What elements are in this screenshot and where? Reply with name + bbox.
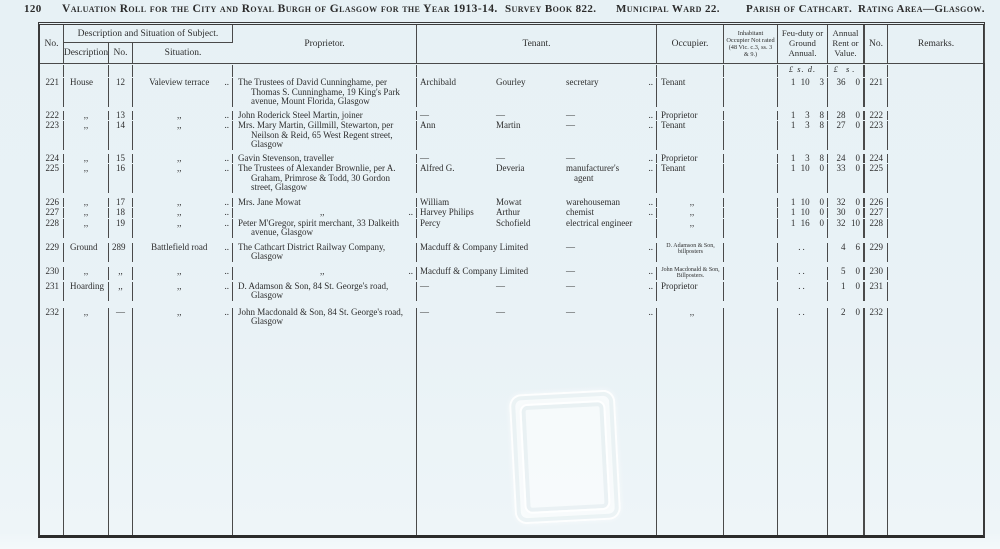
- cell-description: Ground: [64, 243, 109, 262]
- cell-situation: ,, ..: [133, 282, 233, 301]
- cell-situation: Valeview terrace ..: [133, 78, 233, 107]
- cell-remarks: [888, 121, 985, 150]
- cell-remarks: [888, 111, 985, 121]
- table-header: [40, 25, 983, 64]
- cell-inhabitant: [724, 208, 778, 218]
- cell-description: ,,: [64, 111, 109, 121]
- cell-no-right: 226: [865, 198, 888, 208]
- cell-feu-duty: ..: [778, 308, 828, 327]
- survey-book: Survey Book 822.: [505, 3, 597, 15]
- header-no-right: No.: [865, 25, 888, 63]
- cell-no-right: 231: [865, 282, 888, 301]
- cell-tenant: Ann Martin — ..: [417, 121, 657, 150]
- cell-no: 227: [40, 208, 64, 218]
- header-tenant: Tenant.: [417, 25, 657, 63]
- cell-inhabitant: [724, 111, 778, 121]
- cell-description: ,,: [64, 208, 109, 218]
- cell-no-right: 224: [865, 154, 888, 164]
- cell-annual-rent: 30 0: [828, 208, 865, 218]
- cell-occupier: John Macdonald & Son, Billposters.: [657, 267, 724, 280]
- feu-units: £ s. d.: [778, 65, 828, 77]
- cell-remarks: [888, 154, 985, 164]
- cell-occupier: D. Adamson & Son, billposters: [657, 243, 724, 262]
- table-row: [40, 267, 983, 280]
- cell-inhabitant: [724, 219, 778, 238]
- cell-description: House: [64, 78, 109, 107]
- cell-proprietor: The Trustees of Alexander Brownlie, per A. Graham, Primrose & Todd, 30 Gordon street, Glasgow: [233, 164, 417, 193]
- cell-proprietor: John Roderick Steel Martin, joiner: [233, 111, 417, 121]
- table-row: [40, 78, 983, 107]
- cell-description: ,,: [64, 121, 109, 150]
- header-remarks: Remarks.: [888, 25, 985, 63]
- cell-inhabitant: [724, 282, 778, 301]
- cell-no-right: 230: [865, 267, 888, 280]
- cell-tenant: Macduff & Company Limited — ..: [417, 267, 657, 280]
- cell-inhabitant: [724, 308, 778, 327]
- cell-situation: ,, ..: [133, 219, 233, 238]
- cell-no: 232: [40, 308, 64, 327]
- cell-occupier: Tenant: [657, 164, 724, 193]
- header-proprietor: Proprietor.: [233, 25, 417, 63]
- cell-occupier: ,,: [657, 219, 724, 238]
- cell-remarks: [888, 164, 985, 193]
- cell-no: 223: [40, 121, 64, 150]
- cell-no: 226: [40, 198, 64, 208]
- cell-inhabitant: [724, 243, 778, 262]
- header-situation: Situation.: [164, 48, 202, 58]
- cell-feu-duty: 1 3 8: [778, 121, 828, 150]
- cell-description: ,,: [64, 198, 109, 208]
- cell-annual-rent: 27 0: [828, 121, 865, 150]
- cell-remarks: [888, 78, 985, 107]
- cell-inhabitant: [724, 198, 778, 208]
- cell-annual-rent: 1 0: [828, 282, 865, 301]
- cell-tenant: William Mowat warehouseman ..: [417, 198, 657, 208]
- cell-occupier: Proprietor: [657, 282, 724, 301]
- cell-remarks: [888, 282, 985, 301]
- table-row: [40, 243, 983, 262]
- cell-no: 221: [40, 78, 64, 107]
- cell-inhabitant: [724, 121, 778, 150]
- cell-proprietor: ,, ..: [233, 267, 417, 280]
- table-row: [40, 121, 983, 150]
- cell-occupier: Tenant: [657, 121, 724, 150]
- cell-description: Hoarding: [64, 282, 109, 301]
- cell-description: ,,: [64, 219, 109, 238]
- cell-tenant: Macduff & Company Limited — ..: [417, 243, 657, 262]
- cell-no: 228: [40, 219, 64, 238]
- cell-annual-rent: 32 0: [828, 198, 865, 208]
- cell-number: 13: [109, 111, 133, 121]
- cell-no: 222: [40, 111, 64, 121]
- page-caption: [0, 3, 1000, 19]
- cell-situation: ,, ..: [133, 267, 233, 280]
- cell-no: 231: [40, 282, 64, 301]
- cell-situation: ,, ..: [133, 154, 233, 164]
- header-description-group: Description and Situation of Subject.: [64, 25, 233, 43]
- table-row: [40, 111, 983, 121]
- cell-feu-duty: 1 3 8: [778, 154, 828, 164]
- table-row: [40, 198, 983, 208]
- cell-feu-duty: ..: [778, 243, 828, 262]
- header-annual-rent: Annual Rent or Value.: [828, 25, 865, 63]
- cell-annual-rent: 36 0: [828, 78, 865, 107]
- cell-annual-rent: 5 0: [828, 267, 865, 280]
- cell-proprietor: Mrs. Mary Martin, Gillmill, Stewarton, per Neilson & Reid, 65 West Regent street, Glasgow: [233, 121, 417, 150]
- header-number: No.: [109, 43, 133, 63]
- cell-situation: Battlefield road ..: [133, 243, 233, 262]
- cell-feu-duty: 1 10 0: [778, 198, 828, 208]
- cell-feu-duty: ..: [778, 282, 828, 301]
- cell-number: 18: [109, 208, 133, 218]
- cell-situation: ,, ..: [133, 198, 233, 208]
- cell-proprietor: ,, ..: [233, 208, 417, 218]
- cell-occupier: Proprietor: [657, 111, 724, 121]
- cell-tenant: Archibald Gourley secretary ..: [417, 78, 657, 107]
- cell-proprietor: The Cathcart District Railway Company, Glasgow: [233, 243, 417, 262]
- cell-number: 14: [109, 121, 133, 150]
- table-row: [40, 154, 983, 164]
- cell-remarks: [888, 198, 985, 208]
- header-inhabitant: Inhabitant Occupier Not rated (48 Vic. c.3, ss. 3 & 9.): [724, 25, 778, 63]
- cell-feu-duty: 1 3 8: [778, 111, 828, 121]
- cell-situation: ,, ..: [133, 111, 233, 121]
- table-row: [40, 282, 983, 301]
- header-occupier: Occupier.: [657, 25, 724, 63]
- cell-description: ,,: [64, 154, 109, 164]
- cell-feu-duty: 1 16 0: [778, 219, 828, 238]
- cell-feu-duty: 1 10 0: [778, 208, 828, 218]
- cell-occupier: ,,: [657, 308, 724, 327]
- page-title: Valuation Roll for the City and Royal Burgh of Glasgow for the Year 1913-14.: [62, 3, 498, 15]
- cell-inhabitant: [724, 78, 778, 107]
- table-row: [40, 208, 983, 218]
- cell-proprietor: D. Adamson & Son, 84 St. George's road, Glasgow: [233, 282, 417, 301]
- cell-number: 17: [109, 198, 133, 208]
- cell-remarks: [888, 267, 985, 280]
- cell-remarks: [888, 219, 985, 238]
- cell-number: 289: [109, 243, 133, 262]
- cell-no-right: 223: [865, 121, 888, 150]
- cell-no-right: 221: [865, 78, 888, 107]
- cell-no: 230: [40, 267, 64, 280]
- cell-annual-rent: 33 0: [828, 164, 865, 193]
- cell-no-right: 225: [865, 164, 888, 193]
- cell-tenant: Alfred G. Deveria manufacturer's agent ..: [417, 164, 657, 193]
- cell-annual-rent: 4 6: [828, 243, 865, 262]
- cell-situation: ,, ..: [133, 164, 233, 193]
- cell-number: —: [109, 308, 133, 327]
- cell-tenant: — — — ..: [417, 154, 657, 164]
- cell-no: 224: [40, 154, 64, 164]
- cell-no-right: 228: [865, 219, 888, 238]
- cell-remarks: [888, 243, 985, 262]
- table-row: [40, 164, 983, 193]
- cell-occupier: ,,: [657, 208, 724, 218]
- cell-remarks: [888, 208, 985, 218]
- cell-proprietor: Gavin Stevenson, traveller: [233, 154, 417, 164]
- cell-occupier: Proprietor: [657, 154, 724, 164]
- cell-number: ,,: [109, 267, 133, 280]
- cell-situation: ,, ..: [133, 308, 233, 327]
- cell-tenant: Harvey Philips Arthur chemist ..: [417, 208, 657, 218]
- cell-tenant: — — — ..: [417, 111, 657, 121]
- cell-situation: ,, ..: [133, 208, 233, 218]
- cell-tenant: — — — ..: [417, 282, 657, 301]
- cell-occupier: ,,: [657, 198, 724, 208]
- rent-units: £ s.: [828, 65, 865, 77]
- cell-annual-rent: 24 0: [828, 154, 865, 164]
- cell-annual-rent: 32 10: [828, 219, 865, 238]
- cell-feu-duty: 1 10 0: [778, 164, 828, 193]
- page-number: 120: [24, 3, 42, 15]
- cell-no-right: 232: [865, 308, 888, 327]
- cell-proprietor: The Trustees of David Cunninghame, per Thomas S. Cunninghame, 19 King's Park avenue, Mount Florida, Glasgow: [233, 78, 417, 107]
- cell-no: 229: [40, 243, 64, 262]
- municipal-ward: Municipal Ward 22.: [616, 3, 720, 15]
- cell-situation: ,, ..: [133, 121, 233, 150]
- cell-no-right: 222: [865, 111, 888, 121]
- cell-annual-rent: 28 0: [828, 111, 865, 121]
- cell-no: 225: [40, 164, 64, 193]
- cell-number: 15: [109, 154, 133, 164]
- cell-annual-rent: 2 0: [828, 308, 865, 327]
- cell-occupier: Tenant: [657, 78, 724, 107]
- table-row: [40, 308, 983, 327]
- cell-feu-duty: ..: [778, 267, 828, 280]
- cell-proprietor: Peter M'Gregor, spirit merchant, 33 Dalkeith avenue, Glasgow: [233, 219, 417, 238]
- cell-description: ,,: [64, 164, 109, 193]
- cell-description: ,,: [64, 308, 109, 327]
- cell-number: ,,: [109, 282, 133, 301]
- cell-inhabitant: [724, 267, 778, 280]
- parish: Parish of Cathcart.: [746, 3, 853, 15]
- cell-no-right: 229: [865, 243, 888, 262]
- header-description: Description: [64, 43, 109, 63]
- header-feu-duty: Feu-duty or Ground Annual.: [778, 25, 828, 63]
- header-no: No.: [40, 25, 64, 63]
- cell-number: 16: [109, 164, 133, 193]
- cell-remarks: [888, 308, 985, 327]
- cell-no-right: 227: [865, 208, 888, 218]
- units-row: [40, 65, 983, 77]
- cell-inhabitant: [724, 154, 778, 164]
- cell-description: ,,: [64, 267, 109, 280]
- cell-tenant: — — — ..: [417, 308, 657, 327]
- cell-feu-duty: 1 10 3: [778, 78, 828, 107]
- rating-area: Rating Area—Glasgow.: [858, 3, 985, 15]
- table-row: [40, 219, 983, 238]
- cell-inhabitant: [724, 164, 778, 193]
- cell-tenant: Percy Schofield electrical engineer: [417, 219, 657, 238]
- cell-number: 12: [109, 78, 133, 107]
- cell-proprietor: John Macdonald & Son, 84 St. George's road, Glasgow: [233, 308, 417, 327]
- cell-proprietor: Mrs. Jane Mowat: [233, 198, 417, 208]
- embossed-seal: [509, 389, 622, 524]
- cell-number: 19: [109, 219, 133, 238]
